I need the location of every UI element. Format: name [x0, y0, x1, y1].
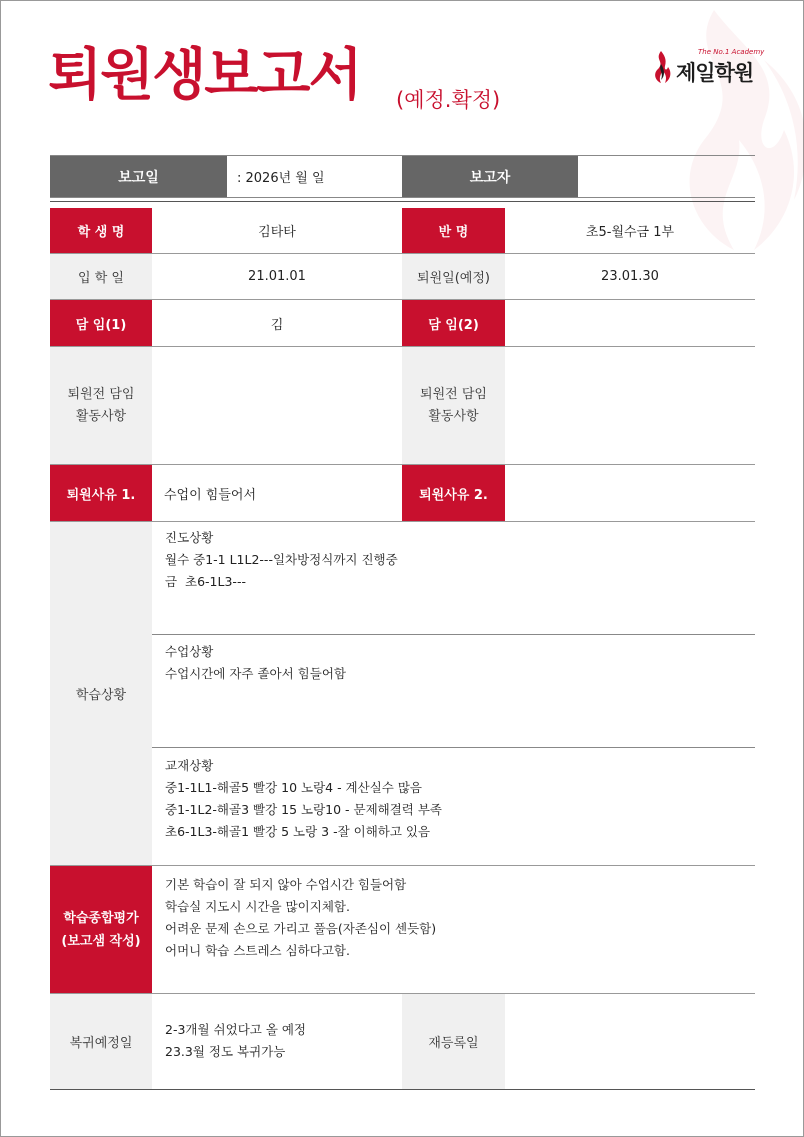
academy-logo [650, 48, 765, 88]
teacher2-value[interactable] [505, 300, 755, 346]
class-status-block[interactable] [152, 641, 755, 745]
progress-line: 금 초6-1L3--- [165, 574, 246, 589]
learning-status-label: 학습상황 [50, 522, 152, 865]
divider [50, 197, 755, 198]
report-date-value[interactable]: : 2026년 월 일 [237, 171, 325, 186]
return-line: 2-3개월 쉬었다고 올 예정 [165, 1022, 307, 1037]
return-date-label: 복귀예정일 [50, 994, 152, 1089]
teacher1-value[interactable]: 김 [270, 317, 284, 333]
materials-line: 중1-1L1-해골5 빨강 10 노랑4 - 계산실수 많음 [165, 780, 422, 795]
evaluation-line: 학습실 지도시 시간을 많이지체함. [165, 899, 350, 914]
reregister-date-label: 재등록일 [402, 994, 505, 1089]
report-date-label: 보고일 [50, 156, 227, 197]
divider [152, 747, 755, 748]
class-status-heading: 수업상황 [165, 644, 214, 659]
reporter-label: 보고자 [402, 156, 578, 197]
reason1-label: 퇴원사유 1. [50, 465, 152, 521]
page-subtitle: (예정.확정) [396, 88, 501, 112]
divider [50, 865, 755, 866]
reason1-value[interactable]: 수업이 힘들어서 [164, 487, 257, 503]
admission-date-value[interactable]: 21.01.01 [248, 269, 306, 284]
divider [50, 201, 755, 202]
evaluation-label-line1: 학습종합평가 [63, 910, 139, 926]
evaluation-line: 어려운 문제 손으로 가리고 풀음(자존심이 센듯함) [165, 921, 437, 936]
activity-left-label-line1: 퇴원전 담임 [67, 386, 135, 402]
reporter-value[interactable] [578, 156, 755, 197]
evaluation-line: 어머니 학습 스트레스 심하다고함. [165, 943, 350, 958]
activity-left-value[interactable] [152, 347, 402, 464]
teacher2-label: 담 임(2) [402, 300, 505, 346]
admission-date-label: 입 학 일 [50, 254, 152, 299]
materials-status-block[interactable] [152, 755, 755, 863]
progress-line: 월수 중1-1 L1L2---일차방정식까지 진행중 [165, 552, 398, 567]
progress-status-block[interactable] [152, 527, 755, 633]
reason2-label: 퇴원사유 2. [402, 465, 505, 521]
activity-left-label-line2: 활동사항 [75, 408, 127, 424]
materials-line: 초6-1L3-해골1 빨강 5 노랑 3 -잘 이해하고 있음 [165, 824, 431, 839]
student-name-label: 학 생 명 [50, 208, 152, 253]
materials-line: 중1-1L2-해골3 빨강 15 노랑10 - 문제해결력 부족 [165, 802, 443, 817]
divider [152, 634, 755, 635]
class-label: 반 명 [402, 208, 505, 253]
evaluation-label-line2: (보고샘 작성) [61, 933, 141, 949]
activity-left-label [50, 347, 152, 464]
progress-heading: 진도상황 [165, 530, 214, 545]
flame-logo-icon [650, 50, 672, 84]
class-status-line: 수업시간에 자주 졸아서 힘들어함 [165, 666, 346, 681]
divider [50, 1089, 755, 1090]
class-value[interactable]: 초5-월수금 1부 [585, 225, 675, 240]
withdrawal-date-label: 퇴원일(예정) [402, 254, 505, 299]
return-date-block[interactable] [152, 1019, 402, 1079]
activity-right-label-line1: 퇴원전 담임 [420, 386, 487, 402]
student-name-value[interactable]: 김타타 [258, 225, 296, 240]
divider [50, 521, 755, 522]
withdrawal-date-value[interactable]: 23.01.30 [601, 269, 659, 284]
page-title: 퇴원생보고서 [48, 43, 361, 108]
teacher1-label: 담 임(1) [50, 300, 152, 346]
activity-right-value[interactable] [505, 347, 755, 464]
activity-right-label [402, 347, 505, 464]
evaluation-label [50, 866, 152, 993]
reason2-value[interactable] [505, 465, 755, 521]
logo-name: 제일학원 [676, 61, 754, 85]
materials-heading: 교재상황 [165, 758, 214, 773]
logo-tagline: The No.1 Academy [698, 48, 765, 56]
reregister-date-value[interactable] [505, 994, 755, 1089]
evaluation-block[interactable] [152, 874, 755, 989]
evaluation-line: 기본 학습이 잘 되지 않아 수업시간 힘들어함 [165, 877, 407, 892]
return-line: 23.3월 정도 복귀가능 [165, 1044, 286, 1059]
activity-right-label-line2: 활동사항 [428, 408, 479, 424]
